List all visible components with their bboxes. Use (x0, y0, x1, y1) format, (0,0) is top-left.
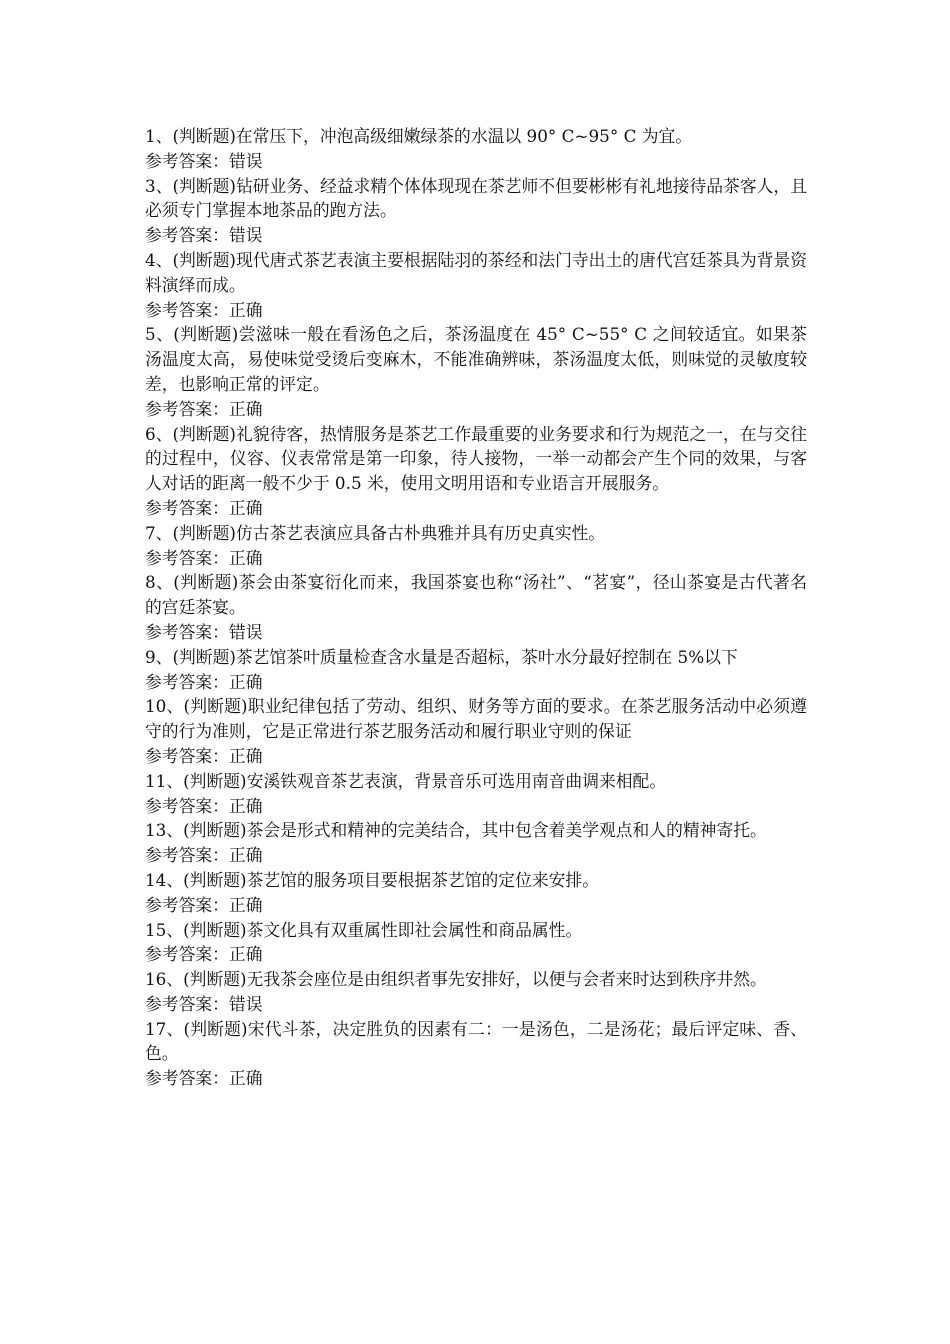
answer-text: 参考答案：错误 (145, 993, 263, 1014)
answer-text: 参考答案：正确 (145, 398, 263, 419)
answer-text: 参考答案：正确 (145, 497, 263, 518)
question-item (145, 645, 807, 695)
answer-text: 参考答案：正确 (145, 671, 263, 692)
answer-text: 参考答案：错误 (145, 150, 263, 171)
answer-text: 参考答案：正确 (145, 894, 263, 915)
question-text: 14、(判断题)茶艺馆的服务项目要根据茶艺馆的定位来安排。 (145, 869, 599, 890)
answer-text: 参考答案：正确 (145, 745, 263, 766)
question-item (145, 1017, 807, 1091)
question-text: 10、(判断题)职业纪律包括了劳动、组织、财务等方面的要求。在茶艺服务活动中必须遵守的行为准则，它是正常进行茶艺服务活动和履行职业守则的保证 (145, 696, 807, 742)
answer-text: 参考答案：错误 (145, 621, 263, 642)
answer-text: 参考答案：正确 (145, 1068, 263, 1089)
question-item (145, 818, 807, 868)
question-text: 4、(判断题)现代唐式茶艺表演主要根据陆羽的茶经和法门寺出土的唐代宫廷茶具为背景资料演绎而成。 (145, 249, 807, 295)
question-text: 17、(判断题)宋代斗茶，决定胜负的因素有二：一是汤色，二是汤花；最后评定味、香、色。 (145, 1018, 807, 1064)
question-item (145, 322, 807, 421)
question-item (145, 694, 807, 768)
answer-text: 参考答案：正确 (145, 547, 263, 568)
question-item (145, 967, 807, 1017)
question-text: 11、(判断题)安溪铁观音茶艺表演，背景音乐可选用南音曲调来相配。 (145, 770, 667, 791)
answer-text: 参考答案：正确 (145, 944, 263, 965)
question-text: 9、(判断题)茶艺馆茶叶质量检查含水量是否超标，茶叶水分最好控制在 5%以下 (145, 646, 738, 667)
answer-text: 参考答案：正确 (145, 299, 263, 320)
question-list (145, 124, 807, 1091)
question-text: 13、(判断题)茶会是形式和精神的完美结合，其中包含着美学观点和人的精神寄托。 (145, 820, 767, 841)
question-item (145, 248, 807, 322)
question-text: 8、(判断题)茶会由茶宴衍化而来，我国茶宴也称“汤社”、“茗宴”，径山茶宴是古代著名的宫廷茶宴。 (145, 572, 807, 618)
question-text: 1、(判断题)在常压下，冲泡高级细嫩绿茶的水温以 90° C~95° C 为宜。 (145, 126, 693, 146)
question-item (145, 422, 807, 521)
question-item (145, 918, 807, 968)
question-item (145, 174, 807, 248)
question-item (145, 570, 807, 644)
question-item (145, 521, 807, 571)
question-text: 7、(判断题)仿古茶艺表演应具备古朴典雅并具有历史真实性。 (145, 522, 606, 543)
question-item (145, 124, 807, 174)
question-text: 15、(判断题)茶文化具有双重属性即社会属性和商品属性。 (145, 919, 583, 940)
answer-text: 参考答案：正确 (145, 845, 263, 866)
question-text: 6、(判断题)礼貌待客，热情服务是茶艺工作最重要的业务要求和行为规范之一，在与交往的过程中，仪容、仪表常常是第一印象，待人接物，一举一动都会产生个同的效果，与客人对话的距离一般不少于 0.5 米，使用文明用语和专业语言开展服务。 (145, 423, 807, 494)
question-item (145, 769, 807, 819)
answer-text: 参考答案：正确 (145, 795, 263, 816)
question-text: 16、(判断题)无我茶会座位是由组织者事先安排好，以便与会者来时达到秩序井然。 (145, 969, 767, 990)
question-text: 3、(判断题)钻研业务、经益求精个体体现现在茶艺师不但要彬彬有礼地接待品茶客人，且必须专门掌握本地茶品的跑方法。 (145, 175, 807, 221)
question-text: 5、(判断题)尝滋味一般在看汤色之后，茶汤温度在 45° C~55° C 之间较适宜。如果茶汤温度太高，易使味觉受烫后变麻木，不能准确辨味，茶汤温度太低，则味觉的灵敏度较差，也影响正常的评定。 (145, 324, 807, 394)
question-item (145, 868, 807, 918)
answer-text: 参考答案：错误 (145, 225, 263, 246)
